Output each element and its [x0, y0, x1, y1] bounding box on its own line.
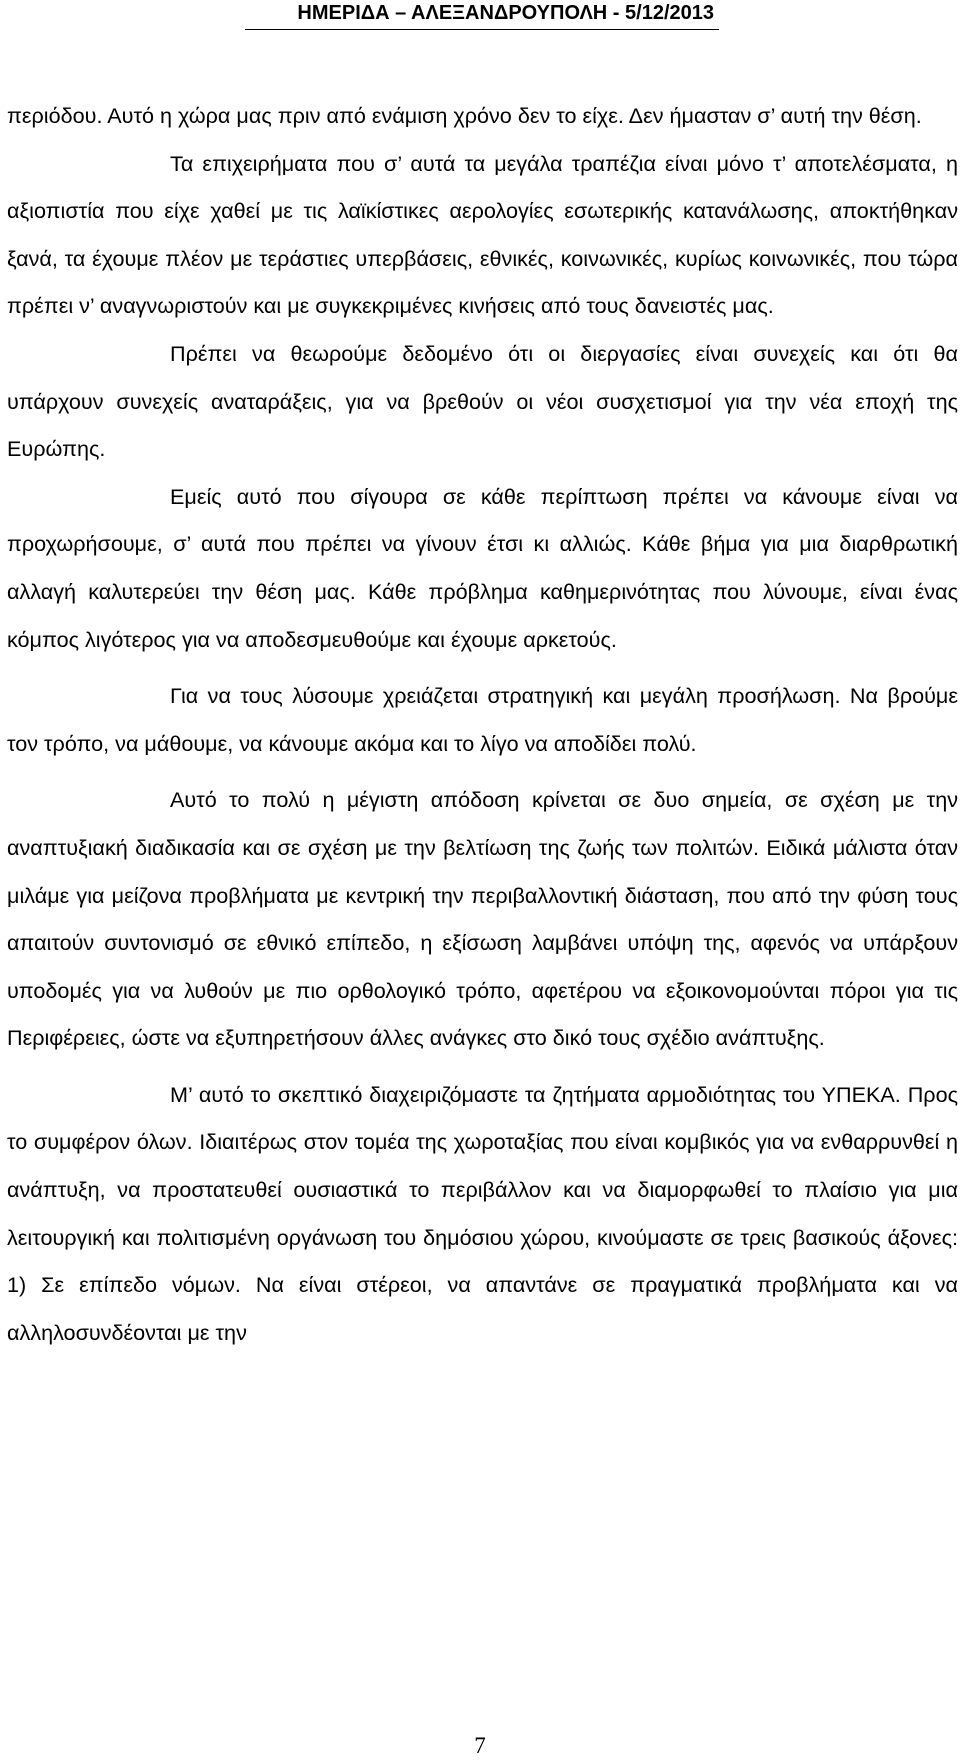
page-header: [0, 0, 960, 36]
header-title: ΗΜΕΡΙΔΑ – ΑΛΕΞΑΝΔΡΟΥΠΟΛΗ - 5/12/2013: [297, 2, 714, 24]
header-underline: [245, 29, 719, 30]
paragraph: Πρέπει να θεωρούμε δεδομένο ότι οι διεργασίες είναι συνεχείς και ότι θα υπάρχουν συνεχείς αναταράξεις, για να βρεθούν οι νέοι συσχετισμοί για την νέα εποχή της Ευρώπης.: [7, 340, 958, 462]
paragraph: Τα επιχειρήματα που σ’ αυτά τα μεγάλα τραπέζια είναι μόνο τ’ αποτελέσματα, η αξιοπιστία που είχε χαθεί με τις λαϊκίστικες αερολογίες εσωτερικής κατανάλωσης, αποκτήθηκαν ξανά, τα έχουμε πλέον με τεράστιες υπερβάσεις, εθνικές, κοινωνικές, κυρίως κοινωνικές, που τώρα πρέπει ν’ αναγνωριστούν και με συγκεκριμένες κινήσεις από τους δανειστές μας.: [7, 150, 958, 319]
paragraph: Αυτό το πολύ η μέγιστη απόδοση κρίνεται σε δυο σημεία, σε σχέση με την αναπτυξιακή διαδικασία και σε σχέση με την βελτίωση της ζωής των πολιτών. Ειδικά μάλιστα όταν μιλάμε για μείζονα προβλήματα με κεντρική την περιβαλλοντική διάσταση, που από την φύση τους απαιτούν συντονισμό σε εθνικό επίπεδο, η εξίσωση λαμβάνει υπόψη της, αφενός να υπάρξουν υποδομές για να λυθούν με πιο ορθολογικό τρόπο, αφετέρου να εξοικονομούνται πόροι για τις Περιφέρειες, ώστε να εξυπηρετήσουν άλλες ανάγκες στο δικό τους σχέδιο ανάπτυξης.: [7, 787, 958, 1051]
paragraph: Εμείς αυτό που σίγουρα σε κάθε περίπτωση πρέπει να κάνουμε είναι να προχωρήσουμε, σ’ αυτά που πρέπει να γίνουν έτσι κι αλλιώς. Κάθε βήμα για μια διαρθρωτική αλλαγή καλυτερεύει την θέση μας. Κάθε πρόβλημα καθημερινότητας που λύνουμε, είναι ένας κόμπος λιγότερος για να αποδεσμευθούμε και έχουμε αρκετούς.: [7, 483, 958, 652]
document-body: [7, 92, 958, 1356]
paragraph: Για να τους λύσουμε χρειάζεται στρατηγική και μεγάλη προσήλωση. Να βρούμε τον τρόπο, να μάθουμε, να κάνουμε ακόμα και το λίγο να αποδίδει πολύ.: [7, 683, 958, 756]
page-number: 7: [474, 1733, 486, 1758]
paragraph: Μ’ αυτό το σκεπτικό διαχειριζόμαστε τα ζητήματα αρμοδιότητας του ΥΠΕΚΑ. Προς το συμφέρον όλων. Ιδιαιτέρως στον τομέα της χωροταξίας που είναι κομβικός για να ενθαρρυνθεί η ανάπτυξη, να προστατευθεί ουσιαστικά το περιβάλλον και να διαμορφωθεί το πλαίσιο για μια λειτουργική και πολιτισμένη οργάνωση του δημόσιου χώρου, κινούμαστε σε τρεις βασικούς άξονες: 1) Σε επίπεδο νόμων. Να είναι στέρεοι, να απαντάνε σε πραγματικά προβλήματα και να αλληλοσυνδέονται με την: [7, 1081, 958, 1345]
paragraph-continuation: περιόδου. Αυτό η χώρα μας πριν από ενάμιση χρόνο δεν το είχε. Δεν ήμασταν σ’ αυτή την θέση.: [7, 103, 922, 128]
